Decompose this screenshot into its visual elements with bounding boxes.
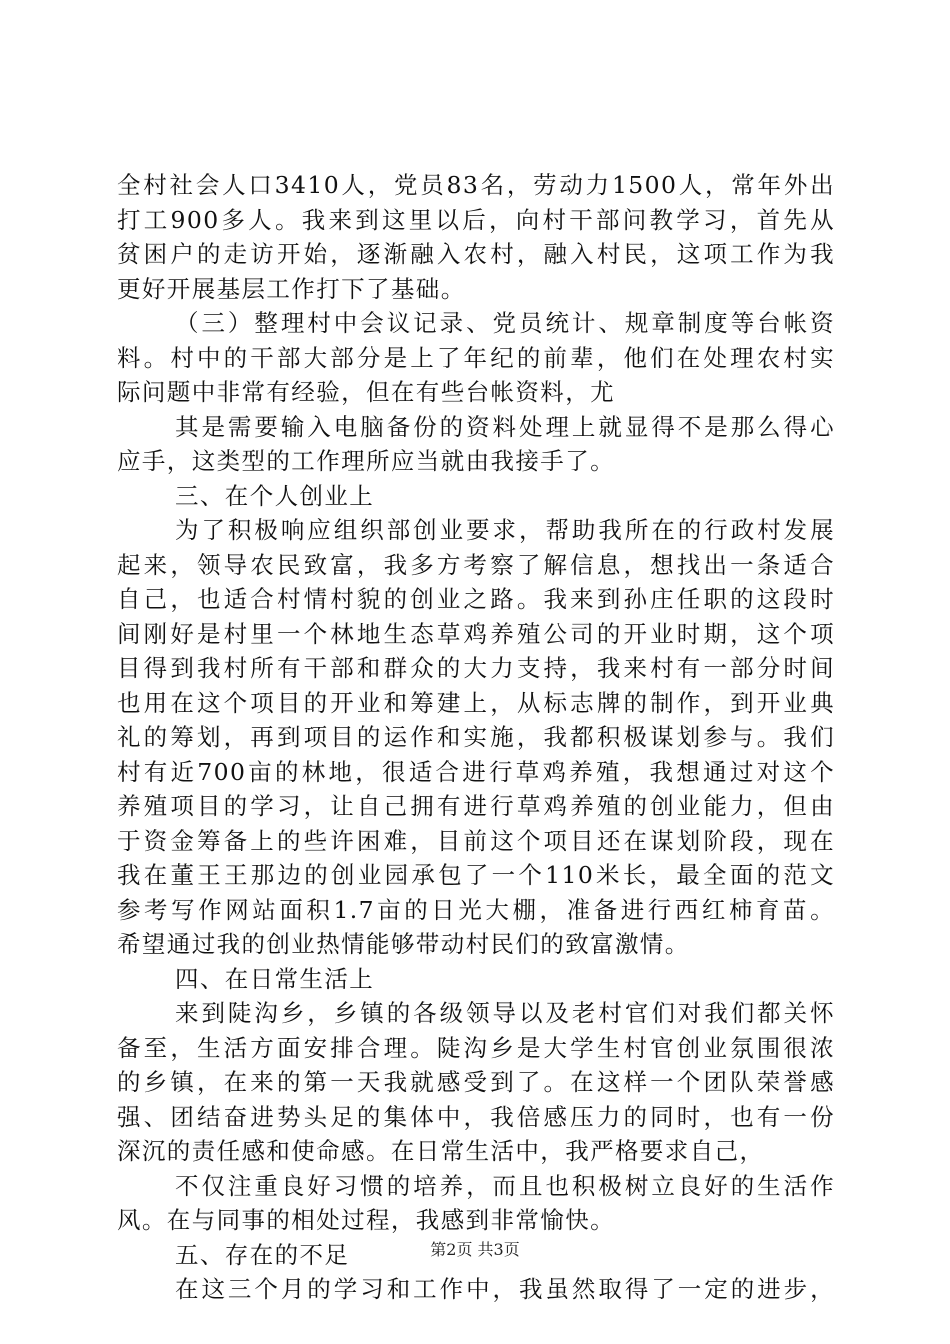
text-line: 应手，这类型的工作理所应当就由我接手了。 <box>117 447 615 475</box>
page-footer: 第2页 共3页 <box>430 1240 520 1259</box>
text-line: 的乡镇，在来的第一天我就感受到了。在这样一个团队荣誉感 <box>117 1068 835 1096</box>
text-line: 为了积极响应组织部创业要求，帮助我所在的行政村发展 <box>175 516 835 544</box>
text-line: 其是需要输入电脑备份的资料处理上就显得不是那么得心 <box>175 412 835 441</box>
text-line: 不仅注重良好习惯的培养，而且也积极树立良好的生活作 <box>175 1171 835 1200</box>
text-line: 村有近700亩的林地，很适合进行草鸡养殖，我想通过对这个 <box>117 757 835 786</box>
text-line: 来到陡沟乡，乡镇的各级领导以及老村官们对我们都关怀 <box>175 999 835 1027</box>
text-line: 际问题中非常有经验，但在有些台帐资料，尤 <box>117 378 615 406</box>
text-line: 四、在日常生活上 <box>175 964 375 993</box>
text-line: 于资金筹备上的些许困难，目前这个项目还在谋划阶段，现在 <box>117 826 835 855</box>
text-line: 间刚好是村里一个林地生态草鸡养殖公司的开业时期，这个项 <box>117 619 835 648</box>
document-body <box>117 168 835 1307</box>
text-line: 自己，也适合村情村貌的创业之路。我来到孙庄任职的这段时 <box>117 585 835 613</box>
text-line: 在这三个月的学习和工作中，我虽然取得了一定的进步， <box>175 1275 835 1303</box>
text-line: 目得到我村所有干部和群众的大力支持，我来村有一部分时间 <box>117 654 835 682</box>
text-line: 养殖项目的学习，让自己拥有进行草鸡养殖的创业能力，但由 <box>117 792 835 820</box>
text-line: 备至，生活方面安排合理。陡沟乡是大学生村官创业氛围很浓 <box>117 1033 835 1062</box>
text-line: 五、存在的不足 <box>175 1240 350 1269</box>
text-line: 贫困户的走访开始，逐渐融入农村，融入村民，这项工作为我 <box>117 240 835 268</box>
text-line: 也用在这个项目的开业和筹建上，从标志牌的制作，到开业典 <box>117 688 835 717</box>
text-line: 参考写作网站面积1.7亩的日光大棚，准备进行西红柿育苗。 <box>117 895 835 924</box>
text-line: 强、团结奋进势头足的集体中，我倍感压力的同时，也有一份 <box>117 1102 835 1131</box>
text-line: 料。村中的干部大部分是上了年纪的前辈，他们在处理农村实 <box>117 343 835 372</box>
text-line: 我在董王王那边的创业园承包了一个110米长，最全面的范文 <box>117 861 835 889</box>
text-line: 更好开展基层工作打下了基础。 <box>117 274 466 303</box>
text-line: 风。在与同事的相处过程，我感到非常愉快。 <box>117 1206 615 1234</box>
text-line: 全村社会人口3410人，党员83名，劳动力1500人，常年外出 <box>117 171 835 199</box>
text-line: （三）整理村中会议记录、党员统计、规章制度等台帐资 <box>175 309 835 337</box>
text-line: 打工900多人。我来到这里以后，向村干部问教学习，首先从 <box>117 205 835 234</box>
text-line: 深沉的责任感和使命感。在日常生活中，我严格要求自己， <box>117 1137 765 1165</box>
text-line: 起来，领导农民致富，我多方考察了解信息，想找出一条适合 <box>117 550 835 579</box>
text-line: 希望通过我的创业热情能够带动村民们的致富激情。 <box>117 930 690 958</box>
text-line: 三、在个人创业上 <box>175 481 375 510</box>
text-line: 礼的筹划，再到项目的运作和实施，我都积极谋划参与。我们 <box>117 723 835 751</box>
